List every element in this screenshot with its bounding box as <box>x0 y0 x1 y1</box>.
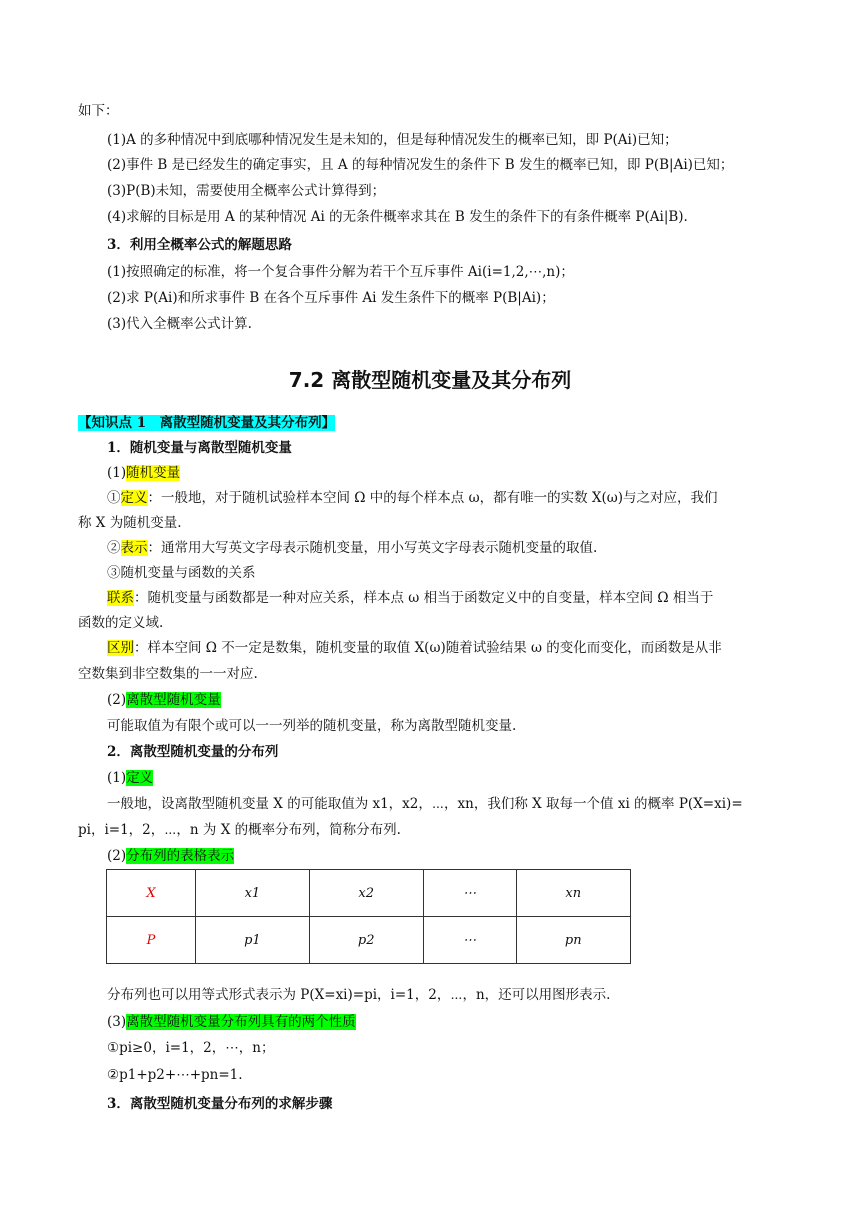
item-prefix: (2) <box>107 692 127 708</box>
highlight-label: 离散型随机变量分布列具有的两个性质 <box>126 1014 356 1030</box>
subsection-heading-3: 3．离散型随机变量分布列的求解步骤 <box>107 1096 333 1112</box>
intro-item-2: (2)事件 B 是已经发生的确定事实，且 A 的每种情况发生的条件下 B 发生的概率已知，即 P(B|Ai)已知； <box>107 157 734 173</box>
link-line-1 <box>107 588 713 608</box>
representation-text: ：通常用大写英文字母表示随机变量，用小写英文字母表示随机变量的取值. <box>147 540 598 556</box>
highlight-label: 区别 <box>107 640 134 656</box>
subsection-heading-2: 2．离散型随机变量的分布列 <box>107 744 279 760</box>
definition-text: ：一般地，对于随机试验样本空间 Ω 中的每个样本点 ω，都有唯一的实数 X(ω)与之对应，我们 <box>147 490 718 506</box>
knowledge-point-tag <box>78 413 335 433</box>
intro-item-4: (4)求解的目标是用 A 的某种情况 Ai 的无条件概率求其在 B 发生的条件下的有条件概率 P(Ai|B). <box>107 209 688 225</box>
item-definition <box>107 768 153 788</box>
item-table-form <box>107 846 234 866</box>
section-item-2: (2)求 P(Ai)和所求事件 B 在各个互斥事件 Ai 发生条件下的概率 P(B|Ai)； <box>107 290 555 306</box>
knowledge-point-label: 【知识点 1 离散型随机变量及其分布列】 <box>78 415 336 431</box>
relation-item: ③随机变量与函数的关系 <box>107 565 256 581</box>
highlight-label: 表示 <box>120 540 148 556</box>
item-properties <box>107 1012 356 1032</box>
highlight-label: 联系 <box>107 590 134 606</box>
link-line-2: 函数的定义域. <box>78 615 164 631</box>
table-cell: ⋯ <box>423 917 516 964</box>
highlight-label: 分布列的表格表示 <box>126 848 235 864</box>
item-prefix: (1) <box>107 770 127 786</box>
table-cell: x2 <box>309 870 423 917</box>
chapter-title: 7.2 离散型随机变量及其分布列 <box>288 368 572 392</box>
highlight-label: 离散型随机变量 <box>126 692 221 708</box>
discrete-definition: 可能取值为有限个或可以一一列举的随机变量，称为离散型随机变量. <box>107 718 517 734</box>
table-cell: ⋯ <box>423 870 516 917</box>
table-cell: pn <box>516 917 630 964</box>
subsection-heading-1: 1．随机变量与离散型随机变量 <box>107 440 292 456</box>
item-prefix: ① <box>107 490 121 506</box>
table-row <box>107 870 631 917</box>
difference-line-2: 空数集到非空数集的一一对应. <box>78 666 258 682</box>
equation-form-text: 分布列也可以用等式形式表示为 P(X=xi)=pi，i=1，2，⋯，n，还可以用图形表示. <box>107 987 611 1003</box>
distribution-definition-2: pi，i=1，2，⋯，n 为 X 的概率分布列，简称分布列. <box>78 822 401 838</box>
table-cell: p2 <box>309 917 423 964</box>
section-item-1: (1)按照确定的标准，将一个复合事件分解为若干个互斥事件 Ai(i=1,2,⋯,n)； <box>107 264 574 280</box>
highlight-label: 定义 <box>120 490 148 506</box>
property-2: ②p1+p2+⋯+pn=1. <box>107 1067 243 1083</box>
link-text: ：随机变量与函数都是一种对应关系，样本点 ω 相当于函数定义中的自变量，样本空间 Ω 相当于 <box>134 590 714 606</box>
item-prefix: (2) <box>107 848 127 864</box>
intro-item-1: (1)A 的多种情况中到底哪种情况发生是未知的，但是每种情况发生的概率已知，即 P(Ai)已知； <box>107 132 678 148</box>
table-cell: p1 <box>196 917 310 964</box>
highlight-label: 随机变量 <box>126 465 181 481</box>
item-discrete-variable <box>107 690 221 710</box>
table-cell: P <box>107 917 196 964</box>
item-prefix: ② <box>107 540 121 556</box>
table-cell: x1 <box>196 870 310 917</box>
definition-line-2: 称 X 为随机变量. <box>78 515 182 531</box>
property-1: ①pi≥0，i=1，2，⋯，n； <box>107 1040 275 1056</box>
item-random-variable <box>107 463 180 483</box>
difference-line-1 <box>107 638 722 658</box>
intro-line: 如下： <box>78 103 119 119</box>
definition-line-1 <box>107 488 718 508</box>
intro-item-3: (3)P(B)未知，需要使用全概率公式计算得到； <box>107 183 386 199</box>
section-heading: 3．利用全概率公式的解题思路 <box>107 237 292 253</box>
representation-line <box>107 538 597 558</box>
section-item-3: (3)代入全概率公式计算. <box>107 316 252 332</box>
distribution-definition-1: 一般地，设离散型随机变量 X 的可能取值为 x1，x2，⋯，xn，我们称 X 取每一个值 xi 的概率 P(X=xi)= <box>107 796 743 812</box>
item-prefix: (3) <box>107 1014 127 1030</box>
distribution-table <box>106 869 631 964</box>
table-cell: X <box>107 870 196 917</box>
item-prefix: (1) <box>107 465 127 481</box>
difference-text: ：样本空间 Ω 不一定是数集，随机变量的取值 X(ω)随着试验结果 ω 的变化而变化，而函数是从非 <box>134 640 722 656</box>
table-row <box>107 917 631 964</box>
table-cell: xn <box>516 870 630 917</box>
highlight-label: 定义 <box>126 770 154 786</box>
